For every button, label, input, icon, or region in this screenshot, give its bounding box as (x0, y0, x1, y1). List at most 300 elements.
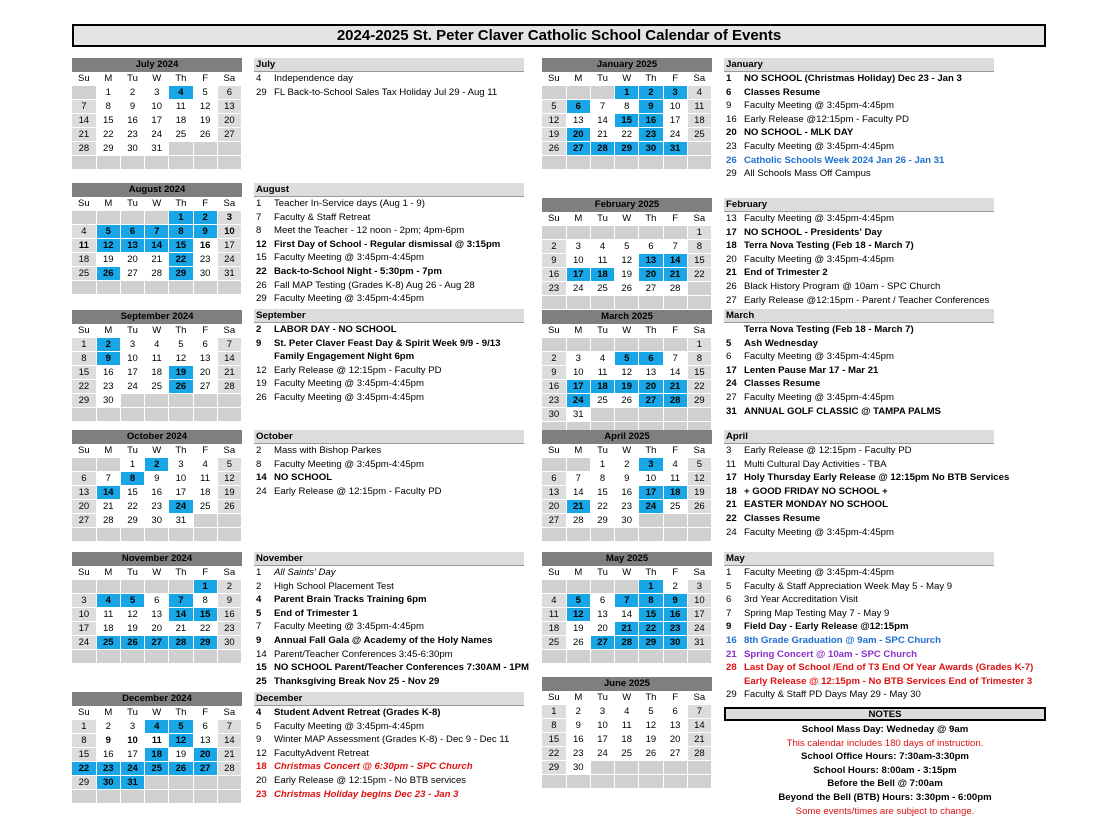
day-header: F (663, 691, 687, 705)
events-month-heading: September (254, 309, 524, 323)
event-item (724, 167, 994, 181)
note-line: Beyond the Bell (BTB) Hours: 3:30pm - 6:00pm (778, 791, 992, 803)
calendar-day: 24 (169, 500, 193, 514)
event-item (724, 239, 994, 253)
calendar-month-title: March 2025 (542, 310, 712, 324)
event-date: 24 (256, 485, 267, 497)
calendar-day: 15 (615, 114, 639, 128)
calendar-empty-cell (566, 528, 590, 542)
calendar-empty-cell (96, 211, 120, 225)
events-month-heading: February (724, 198, 994, 212)
calendar-empty-cell (217, 156, 241, 170)
calendar-day: 5 (96, 225, 120, 239)
calendar-day: 3 (639, 458, 663, 472)
day-header: Tu (120, 706, 144, 720)
calendar-day: 17 (663, 114, 687, 128)
calendar-day: 6 (72, 472, 96, 486)
calendar-day: 18 (615, 733, 639, 747)
calendar-day: 16 (193, 239, 217, 253)
calendar-day: 3 (566, 352, 590, 366)
calendar-day: 16 (566, 733, 590, 747)
event-text: NO SCHOOL - Presidents' Day (744, 226, 883, 238)
event-text: Faculty & Staff PD Days May 29 - May 30 (744, 689, 921, 701)
event-date: 1 (256, 198, 262, 209)
day-header: Th (639, 212, 663, 226)
calendar-day: 7 (566, 472, 590, 486)
calendar-day: 13 (72, 486, 96, 500)
event-text: Faculty Meeting @ 3:45pm-4:45pm (274, 252, 424, 264)
event-item (724, 405, 994, 419)
calendar-day: 19 (542, 128, 566, 142)
event-date: 2 (256, 580, 262, 592)
calendar-day: 15 (542, 733, 566, 747)
event-text: Terra Nova Testing (Feb 18 - March 7) (744, 240, 914, 252)
event-text: Ash Wednesday (744, 337, 818, 349)
calendar-empty-cell (169, 650, 193, 664)
calendar-day: 26 (169, 380, 193, 394)
calendar-day: 2 (615, 458, 639, 472)
calendar-empty-cell (615, 226, 639, 240)
calendar-day: 1 (72, 338, 96, 352)
event-text: All Schools Mass Off Campus (744, 168, 871, 180)
calendar-day: 28 (217, 380, 241, 394)
calendar-day: 10 (145, 100, 169, 114)
event-item (724, 154, 994, 168)
day-header: Sa (687, 691, 711, 705)
event-date: 26 (726, 280, 737, 292)
event-item (724, 688, 994, 702)
calendar-day: 12 (120, 608, 144, 622)
calendar-day: 30 (663, 636, 687, 650)
calendar-empty-cell (217, 790, 241, 804)
calendar-day: 3 (217, 211, 241, 225)
calendar-day: 9 (566, 719, 590, 733)
calendar-empty-cell (169, 776, 193, 790)
day-header: Th (169, 197, 193, 211)
calendar-day: 26 (120, 636, 144, 650)
calendar-day: 24 (120, 762, 144, 776)
event-date: 21 (726, 499, 737, 511)
calendar-day: 24 (120, 380, 144, 394)
calendar-empty-cell (145, 528, 169, 542)
calendar-day: 24 (72, 636, 96, 650)
calendar-day: 13 (566, 114, 590, 128)
event-text: Back-to-School Night - 5:30pm - 7pm (274, 265, 442, 277)
event-date: 15 (256, 252, 267, 264)
calendar-day: 13 (542, 486, 566, 500)
calendar-day: 6 (663, 705, 687, 719)
calendar-empty-cell (217, 142, 241, 156)
day-header: M (566, 324, 590, 338)
calendar-day: 1 (96, 86, 120, 100)
day-header: W (145, 706, 169, 720)
calendar-empty-cell (590, 650, 614, 664)
calendar-day: 7 (663, 240, 687, 254)
calendar-day: 16 (615, 486, 639, 500)
calendar-day: 8 (687, 240, 711, 254)
calendar-day: 9 (615, 472, 639, 486)
calendar-empty-cell (217, 281, 241, 295)
calendar-empty-cell (590, 408, 614, 422)
calendar-day: 28 (663, 282, 687, 296)
day-header: Tu (590, 691, 614, 705)
calendar-empty-cell (663, 775, 687, 789)
calendar-day: 20 (193, 748, 217, 762)
event-date: 29 (726, 168, 737, 180)
day-header: Tu (120, 324, 144, 338)
calendar-day: 21 (615, 622, 639, 636)
events-sep (254, 309, 524, 405)
day-header: Tu (120, 566, 144, 580)
calendar-day: 16 (542, 268, 566, 282)
event-text: St. Peter Claver Feast Day & Spirit Week 9/9 - 9/13 (274, 337, 501, 349)
calendar-empty-cell (639, 226, 663, 240)
calendar-day: 10 (639, 472, 663, 486)
day-header: Sa (687, 324, 711, 338)
calendar-day: 6 (217, 86, 241, 100)
event-date: 9 (726, 621, 732, 633)
day-header: W (145, 566, 169, 580)
calendar-empty-cell (687, 775, 711, 789)
calendar-day: 22 (169, 253, 193, 267)
day-header: F (193, 197, 217, 211)
calendar-empty-cell (193, 156, 217, 170)
calendar-day: 14 (145, 239, 169, 253)
calendar-day: 26 (96, 267, 120, 281)
day-header: Sa (217, 706, 241, 720)
day-header: M (96, 72, 120, 86)
calendar-day: 8 (169, 225, 193, 239)
calendar-day: 19 (217, 486, 241, 500)
event-text: Annual Fall Gala @ Academy of the Holy Names (274, 634, 493, 646)
event-item (724, 566, 994, 580)
event-text: Last Day of School /End of T3 End Of Year Awards (Grades K-7) (744, 662, 1034, 674)
calendar-day: 5 (615, 352, 639, 366)
event-text: Faculty Meeting @ 3:45pm-4:45pm (744, 391, 894, 403)
event-date: 20 (726, 253, 737, 265)
day-header: M (96, 197, 120, 211)
calendar-day: 5 (169, 338, 193, 352)
calendar-day: 22 (72, 380, 96, 394)
calendar-day: 5 (615, 240, 639, 254)
calendar-day: 2 (217, 580, 241, 594)
day-header: Tu (120, 72, 144, 86)
calendar-day: 3 (72, 594, 96, 608)
event-date: 26 (256, 391, 267, 403)
calendar-day: 18 (72, 253, 96, 267)
calendar-jul (72, 58, 242, 170)
event-text: 8th Grade Graduation @ 9am - SPC Church (744, 634, 941, 646)
calendar-day: 22 (96, 128, 120, 142)
notes-list (724, 723, 1046, 818)
event-text: LABOR DAY - NO SCHOOL (274, 324, 397, 335)
event-item (254, 706, 524, 720)
calendar-empty-cell (120, 394, 144, 408)
event-text: Winter MAP Assessment (Grades K-8) - Dec 9 - Dec 11 (274, 734, 510, 746)
day-header: F (193, 72, 217, 86)
calendar-day: 11 (615, 719, 639, 733)
calendar-day: 20 (120, 253, 144, 267)
calendar-day: 17 (145, 114, 169, 128)
event-date: 4 (256, 707, 262, 718)
calendar-empty-cell (663, 514, 687, 528)
event-date: 26 (726, 154, 737, 166)
calendar-day: 27 (590, 636, 614, 650)
calendar-day: 17 (639, 486, 663, 500)
calendar-day: 17 (120, 748, 144, 762)
calendar-day: 23 (566, 747, 590, 761)
calendar-day: 15 (687, 254, 711, 268)
event-text: Faculty Meeting @ 3:45pm-4:45pm (274, 720, 424, 732)
events-month-heading: July (254, 58, 524, 72)
calendar-empty-cell (663, 528, 687, 542)
event-text: First Day of School - Regular dismissal @ 3:15pm (274, 238, 501, 250)
day-header: Sa (217, 444, 241, 458)
calendar-day: 2 (193, 211, 217, 225)
day-header: Tu (590, 212, 614, 226)
event-item (254, 788, 524, 802)
event-text: FacultyAdvent Retreat (274, 747, 369, 759)
calendar-day: 18 (145, 748, 169, 762)
calendar-day: 1 (169, 211, 193, 225)
calendar-day: 25 (96, 636, 120, 650)
day-header: M (566, 444, 590, 458)
calendar-day: 4 (615, 705, 639, 719)
calendar-day: 30 (145, 514, 169, 528)
calendar-day: 9 (542, 254, 566, 268)
calendar-day: 1 (72, 720, 96, 734)
event-text: Early Release @ 12:15pm - No BTB Services End of Trimester 3 (744, 675, 1033, 687)
calendar-day: 5 (169, 720, 193, 734)
day-header: F (663, 72, 687, 86)
calendar-day: 10 (120, 352, 144, 366)
calendar-empty-cell (639, 338, 663, 352)
event-item (254, 86, 524, 100)
calendar-day: 3 (566, 240, 590, 254)
calendar-day: 7 (72, 100, 96, 114)
events-mar (724, 309, 994, 418)
event-item (254, 580, 524, 594)
calendar-day: 10 (566, 366, 590, 380)
calendar-day: 16 (96, 366, 120, 380)
calendar-mar (542, 310, 712, 436)
calendar-day: 13 (145, 608, 169, 622)
day-header: Su (72, 566, 96, 580)
day-header: Sa (687, 72, 711, 86)
event-item (724, 280, 994, 294)
event-item (254, 620, 524, 634)
calendar-day: 1 (687, 338, 711, 352)
calendar-day: 27 (193, 762, 217, 776)
calendar-day: 13 (193, 352, 217, 366)
calendar-day: 31 (120, 776, 144, 790)
calendar-day: 1 (615, 86, 639, 100)
calendar-empty-cell (120, 528, 144, 542)
day-header: Th (169, 324, 193, 338)
day-header: W (145, 72, 169, 86)
calendar-day: 12 (193, 100, 217, 114)
calendar-day: 28 (169, 636, 193, 650)
calendar-day: 29 (193, 636, 217, 650)
calendar-day: 2 (145, 458, 169, 472)
event-text: NO SCHOOL (Christmas Holiday) Dec 23 - Jan 3 (744, 73, 962, 84)
calendar-day: 6 (193, 720, 217, 734)
calendar-day: 23 (639, 128, 663, 142)
calendar-day: 25 (145, 762, 169, 776)
calendar-day: 4 (590, 352, 614, 366)
calendar-aug (72, 183, 242, 295)
event-text: Classes Resume (744, 86, 821, 98)
calendar-empty-cell (169, 156, 193, 170)
calendar-day: 27 (120, 267, 144, 281)
calendar-day: 21 (217, 366, 241, 380)
calendar-day: 12 (96, 239, 120, 253)
event-date: 2 (256, 445, 262, 456)
event-date: 29 (256, 86, 267, 98)
calendar-empty-cell (566, 86, 590, 100)
calendar-day: 15 (687, 366, 711, 380)
calendar-day: 1 (639, 580, 663, 594)
event-item (254, 224, 524, 238)
event-date: 9 (726, 100, 732, 112)
event-date: 8 (256, 458, 262, 470)
calendar-empty-cell (96, 408, 120, 422)
calendar-day: 30 (120, 142, 144, 156)
event-text: Early Release @12:15pm - Parent / Teacher Conferences (744, 294, 990, 306)
notes-heading: NOTES (724, 707, 1046, 721)
calendar-day: 7 (663, 352, 687, 366)
calendar-empty-cell (687, 296, 711, 310)
event-text: ANNUAL GOLF CLASSIC @ TAMPA PALMS (744, 405, 941, 417)
event-date: 2 (256, 324, 262, 335)
calendar-day: 17 (687, 608, 711, 622)
day-header: M (566, 691, 590, 705)
calendar-day: 8 (615, 100, 639, 114)
calendar-day: 17 (72, 622, 96, 636)
calendar-empty-cell (687, 514, 711, 528)
event-date: 31 (726, 405, 737, 417)
calendar-empty-cell (639, 156, 663, 170)
note-line: Some events/times are subject to change. (795, 805, 975, 817)
calendar-empty-cell (590, 226, 614, 240)
calendar-day: 7 (217, 720, 241, 734)
calendar-day: 15 (72, 366, 96, 380)
event-text: Early Release @ 12:15pm - Faculty PD (274, 485, 442, 497)
day-header: Sa (687, 566, 711, 580)
event-item (724, 526, 994, 540)
day-header: W (615, 691, 639, 705)
calendar-empty-cell (566, 226, 590, 240)
calendar-day: 14 (217, 352, 241, 366)
calendar-day: 18 (145, 366, 169, 380)
event-item (724, 634, 994, 648)
calendar-day: 30 (566, 761, 590, 775)
event-item (254, 364, 524, 378)
calendar-day: 6 (193, 338, 217, 352)
calendar-day: 21 (217, 748, 241, 762)
calendar-day: 23 (542, 394, 566, 408)
event-date: 29 (256, 293, 267, 305)
event-text: Catholic Schools Week 2024 Jan 26 - Jan 31 (744, 154, 945, 166)
event-date: 5 (726, 337, 732, 349)
calendar-day: 25 (72, 267, 96, 281)
calendar-day: 6 (590, 594, 614, 608)
calendar-empty-cell (72, 211, 96, 225)
event-item (724, 512, 994, 526)
event-date: 11 (726, 458, 736, 470)
calendar-day: 4 (72, 225, 96, 239)
calendar-day: 14 (96, 486, 120, 500)
calendar-day: 9 (217, 594, 241, 608)
calendar-day: 14 (687, 719, 711, 733)
event-text: + GOOD FRIDAY NO SCHOOL + (744, 485, 888, 497)
calendar-day: 9 (193, 225, 217, 239)
calendar-day: 11 (145, 352, 169, 366)
calendar-empty-cell (193, 650, 217, 664)
calendar-day: 27 (193, 380, 217, 394)
calendar-day: 5 (542, 100, 566, 114)
calendar-day: 18 (542, 622, 566, 636)
event-item (724, 212, 994, 226)
calendar-day: 6 (145, 594, 169, 608)
calendar-empty-cell (169, 528, 193, 542)
calendar-day: 5 (639, 705, 663, 719)
calendar-day: 19 (566, 622, 590, 636)
calendar-empty-cell (639, 296, 663, 310)
calendar-day: 10 (590, 719, 614, 733)
calendar-empty-cell (687, 282, 711, 296)
calendar-empty-cell (169, 142, 193, 156)
events-month-heading: March (724, 309, 994, 323)
calendar-day: 8 (193, 594, 217, 608)
calendar-day: 11 (590, 366, 614, 380)
day-header: Su (72, 324, 96, 338)
calendar-day: 7 (590, 100, 614, 114)
calendar-day: 7 (687, 705, 711, 719)
calendar-empty-cell (566, 338, 590, 352)
day-header: Sa (687, 444, 711, 458)
calendar-empty-cell (96, 458, 120, 472)
day-header: W (145, 197, 169, 211)
calendar-empty-cell (566, 458, 590, 472)
day-header: W (615, 212, 639, 226)
event-date: 12 (256, 364, 267, 376)
calendar-day: 28 (566, 514, 590, 528)
event-date: 8 (256, 225, 262, 237)
calendar-day: 30 (639, 142, 663, 156)
day-header: Tu (120, 197, 144, 211)
calendar-empty-cell (615, 580, 639, 594)
event-item (254, 211, 524, 225)
day-header: Th (169, 706, 193, 720)
calendar-day: 27 (566, 142, 590, 156)
calendar-empty-cell (145, 790, 169, 804)
events-month-heading: May (724, 552, 994, 566)
event-date: 12 (256, 747, 267, 759)
event-text: Faculty Meeting @ 3:45pm-4:45pm (274, 621, 424, 633)
day-header: Tu (120, 444, 144, 458)
calendar-day: 10 (169, 472, 193, 486)
calendar-day: 22 (542, 747, 566, 761)
calendar-day: 23 (120, 128, 144, 142)
calendar-day: 22 (687, 268, 711, 282)
calendar-empty-cell (169, 580, 193, 594)
event-text: Teacher In-Service days (Aug 1 - 9) (274, 198, 425, 209)
calendar-empty-cell (217, 394, 241, 408)
calendar-empty-cell (542, 650, 566, 664)
event-item (724, 86, 994, 100)
calendar-day: 12 (639, 719, 663, 733)
